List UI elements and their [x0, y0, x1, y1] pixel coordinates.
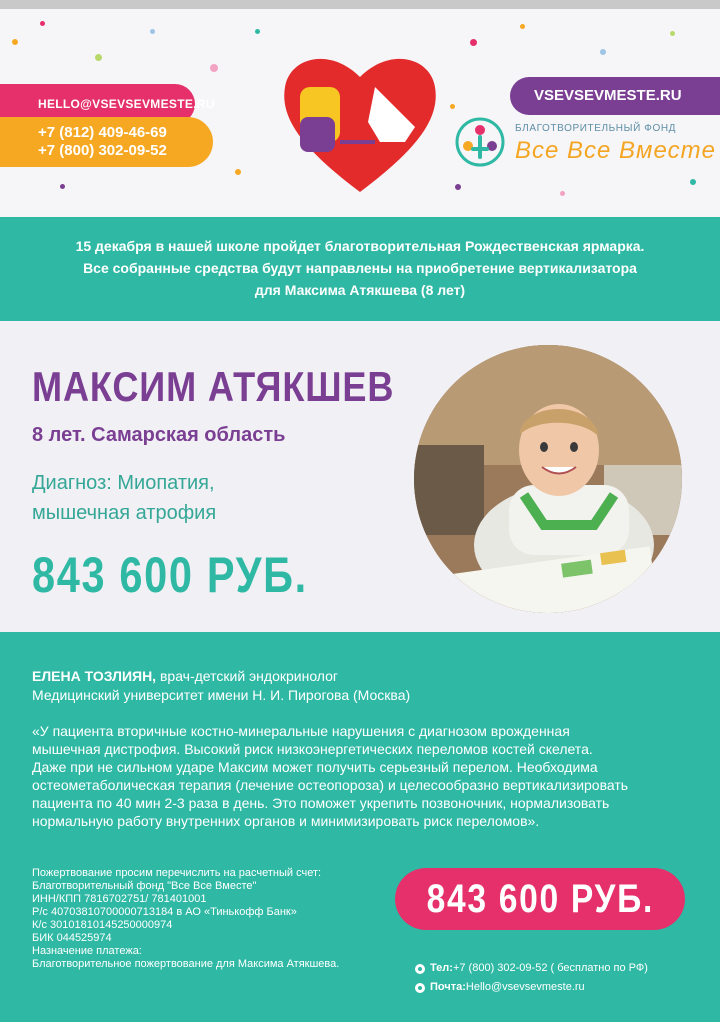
confetti-dot [560, 191, 565, 196]
fund-emblem-icon [455, 117, 505, 167]
site-pill[interactable]: VSEVSEVMESTE.RU [510, 77, 720, 115]
requisite-line: Благотворительный фонд "Все Все Вместе" [32, 880, 257, 892]
requisite-line: БИК 044525974 [32, 932, 112, 944]
child-photo-image [414, 345, 682, 613]
logo-title: Все Все Вместе [515, 137, 716, 164]
confetti-dot [455, 184, 461, 190]
fund-logo [455, 115, 716, 175]
donation-amount: 843 600 РУБ. [426, 877, 654, 921]
doctor-name: ЕЛЕНА ТОЗЛИЯН, [32, 668, 157, 684]
age-region: 8 лет. Самарская область [32, 424, 286, 446]
requisite-line: К/с 30101810145250000974 [32, 919, 173, 931]
phone-icon [415, 964, 425, 974]
announcement-line: 15 декабря в нашей школе пройдет благотворительная Рождественская ярмарка. [75, 238, 645, 254]
confetti-dot [255, 29, 260, 34]
doctor-info [32, 667, 410, 705]
requisite-line: Пожертвование просим перечислить на расчетный счет: [32, 867, 322, 879]
announcement-band [0, 217, 720, 321]
quote-line: Даже при не сильном ударе Максим может получить серьезный перелом. Необходима [32, 759, 598, 775]
confetti-dot [520, 24, 525, 29]
confetti-dot [235, 169, 241, 175]
bank-requisites [32, 867, 339, 971]
child-name: МАКСИМ АТЯКШЕВ [32, 363, 395, 410]
confetti-dot [40, 21, 45, 26]
requisite-line: Благотворительное пожертвование для Максима Атякшева. [32, 958, 340, 970]
child-profile [0, 321, 720, 632]
confetti-dot [12, 39, 18, 45]
quote-line: нормальную работу внутренних органов и минимизировать риск переломов». [32, 813, 540, 829]
diagnosis [32, 468, 216, 528]
confetti-dot [450, 104, 455, 109]
phone-label: Тел: [430, 962, 453, 974]
announcement-line: для Максима Атякшева (8 лет) [254, 282, 466, 298]
confetti-dot [690, 179, 696, 185]
contact-mail[interactable] [415, 978, 648, 997]
details-section [0, 632, 720, 1022]
doctor-quote [32, 722, 712, 830]
email-pill[interactable]: HELLO@VSEVSEVMESTE.RU [0, 84, 195, 124]
phone-2: +7 (800) 302-09-52 [38, 142, 167, 159]
confetti-dot [95, 54, 102, 61]
heart-hands-icon [280, 47, 440, 197]
requisite-line: Назначение платежа: [32, 945, 142, 957]
contacts [415, 959, 648, 997]
confetti-dot [210, 64, 218, 72]
contact-phone[interactable] [415, 959, 648, 978]
mail-label: Почта: [430, 981, 466, 993]
doctor-role: врач-детский эндокринолог [156, 668, 339, 684]
confetti-dot [670, 31, 675, 36]
confetti-dot [60, 184, 65, 189]
required-amount: 843 600 РУБ. [32, 547, 308, 603]
phone-value: +7 (800) 302-09-52 ( бесплатно по РФ) [452, 962, 648, 974]
donation-amount-badge [395, 868, 685, 930]
confetti-dot [150, 29, 155, 34]
logo-subtitle: БЛАГОТВОРИТЕЛЬНЫЙ ФОНД [515, 123, 677, 134]
diagnosis-line: мышечная атрофия [32, 502, 217, 524]
phone-1: +7 (812) 409-46-69 [38, 124, 167, 141]
top-border [0, 0, 720, 9]
mail-value: Hello@vsevsevmeste.ru [465, 981, 585, 993]
mail-icon [415, 983, 425, 993]
phones-pill[interactable] [0, 117, 213, 167]
confetti-dot [600, 49, 606, 55]
quote-line: остеометаболическая терапия (лечение остеопороза) и целесообразно вертикализировать [32, 777, 629, 793]
child-photo [414, 345, 682, 613]
requisite-line: ИНН/КПП 7816702751/ 781401001 [32, 893, 207, 905]
announcement-line: Все собранные средства будут направлены на приобретение вертикализатора [83, 260, 637, 276]
header [0, 9, 720, 217]
requisite-line: Р/с 40703810700000713184 в АО «Тинькофф Банк» [32, 906, 297, 918]
doctor-institution: Медицинский университет имени Н. И. Пирогова (Москва) [32, 687, 411, 703]
quote-line: пациента по 40 мин 2-3 раза в день. Это поможет укрепить позвоночник, нормализовать [32, 795, 610, 811]
confetti-dot [470, 39, 477, 46]
quote-line: мышечная дистрофия. Высокий риск низкоэнергетических переломов костей скелета. [32, 741, 593, 757]
quote-line: «У пациента вторичные костно-минеральные нарушения с диагнозом врожденная [32, 723, 570, 739]
diagnosis-line: Диагноз: Миопатия, [32, 472, 215, 494]
